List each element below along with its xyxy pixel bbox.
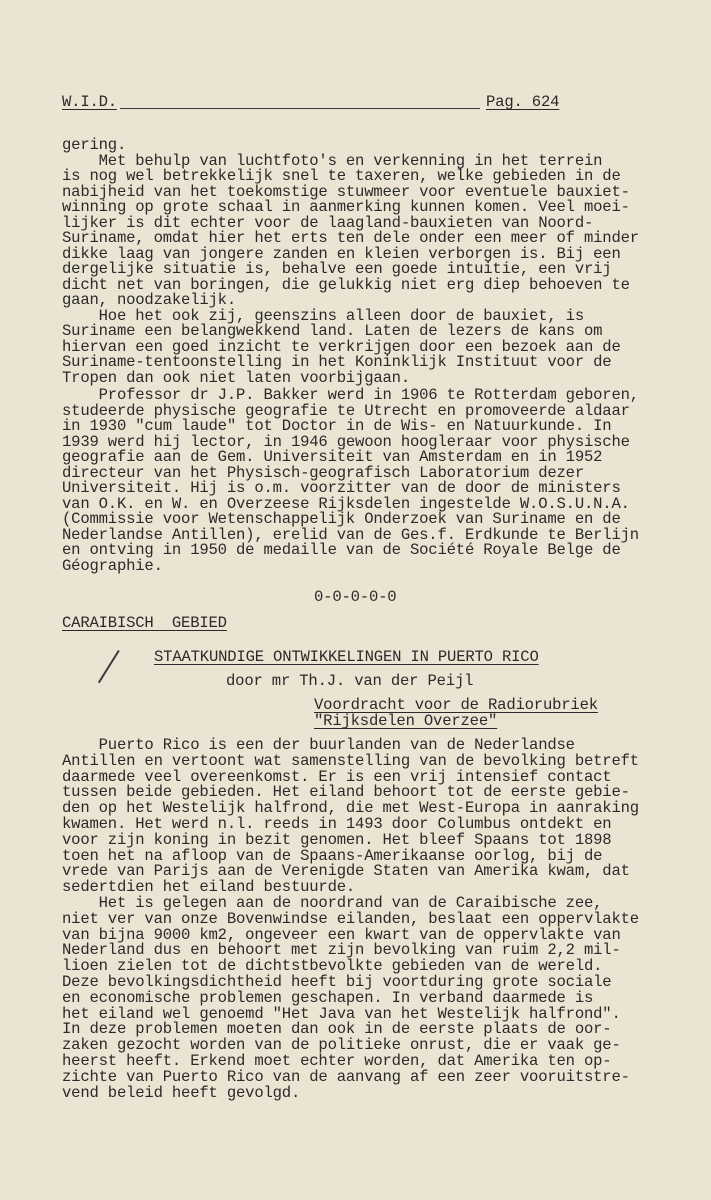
text-line: is nog wel betrekkelijk snel te taxeren, welke gebieden in de xyxy=(62,167,621,185)
text-line: Nederland dus en behoort met zijn bevolking van ruim 2,2 mil- xyxy=(62,941,621,960)
text-line: Antillen en vertoont wat samenstelling van de bevolking betreft xyxy=(62,751,639,770)
text-line: studeerde physische geografie te Utrecht en promoveerde aldaar xyxy=(62,401,630,420)
text-line: in 1930 "cum laude" tot Doctor in de Wis- en Natuurkunde. In xyxy=(62,417,612,435)
text-line: den op het Westelijk halfrond, die met West-Europa in aanraking xyxy=(62,799,639,818)
text-line: sedertdien het eiland bestuurde. xyxy=(62,878,356,897)
text-line: en economische problemen geschapen. In verband daarmede is xyxy=(62,988,594,1007)
header-underline xyxy=(120,108,480,109)
text-line: geografie aan de Gem. Universiteit van Amsterdam en in 1952 xyxy=(62,448,603,466)
text-line: gaan, noodzakelijk. xyxy=(62,291,236,309)
text-line: nabijheid van het toekomstige stuwmeer voor eventuele bauxiet- xyxy=(62,182,630,201)
text-line: winning op grote schaal in aanmerking kunnen komen. Veel moei- xyxy=(62,198,630,216)
text-line: zichte van Puerto Rico van de aanvang af een zeer vooruitstre- xyxy=(62,1067,630,1086)
text-line: directeur van het Physisch-geografisch Laboratorium dezer xyxy=(62,463,584,482)
text-line: Tropen dan ook niet laten voorbijgaan. xyxy=(62,368,410,387)
text-line: Professor dr J.P. Bakker werd in 1906 te Rotterdam geboren, xyxy=(62,386,639,404)
text-line: Suriname, omdat hier het erts ten dele onder een meer of minder xyxy=(62,229,639,247)
article-byline: door mr Th.J. van der Peijl xyxy=(226,672,474,690)
text-line: zaken gezocht worden van de politieke onrust, die er vaak ge- xyxy=(62,1036,621,1055)
text-line: daarmede veel overeenkomst. Er is een vrij intensief contact xyxy=(62,767,612,786)
text-line: Suriname een belangwekkend land. Laten de lezers de kans om xyxy=(62,322,603,340)
text-line: Universiteit. Hij is o.m. voorzitter van de door de ministers xyxy=(62,479,621,497)
text-line: Géographie. xyxy=(62,556,163,575)
text-line: Hoe het ook zij, geenszins alleen door de bauxiet, is xyxy=(62,306,584,325)
text-line: (Commissie voor Wetenschappelijk Onderzoek van Suriname en de xyxy=(62,510,621,528)
text-line: en ontving in 1950 de medaille van de Société Royale Belge de xyxy=(62,541,621,559)
text-line: niet ver van onze Bovenwindse eilanden, beslaat een oppervlakte xyxy=(62,909,639,928)
text-line: gering. xyxy=(62,136,127,154)
text-line: voor zijn koning in bezit genomen. Het bleef Spaans tot 1898 xyxy=(62,830,612,849)
text-line: vend beleid heeft gevolgd. xyxy=(62,1083,301,1102)
text-line: tussen beide gebieden. Het eiland behoort tot de eerste gebie- xyxy=(62,783,630,802)
article-title: STAATKUNDIGE ONTWIKKELINGEN IN PUERTO RICO xyxy=(154,648,539,666)
text-line: Met behulp van luchtfoto's en verkenning in het terrein xyxy=(62,151,603,170)
text-line: lioen zielen tot de dichtstbevolkte gebieden van de wereld. xyxy=(62,957,603,976)
header-publication: W.I.D. xyxy=(62,93,117,111)
text-line: vrede van Parijs aan de Verenigde Staten van Amerika kwam, dat xyxy=(62,862,630,881)
header-page: Pag. 624 xyxy=(486,93,560,111)
text-line: hiervan een goed inzicht te verkrijgen door een bezoek aan de xyxy=(62,337,621,356)
text-line: van bijna 9000 km2, ongeveer een kwart van de oppervlakte van xyxy=(62,925,621,944)
article-note-line2: "Rijksdelen Overzee" xyxy=(314,712,498,730)
text-line: lijker is dit echter voor de laagland-bauxieten van Noord- xyxy=(62,213,594,232)
text-line: heerst heeft. Erkend moet echter worden, dat Amerika ten op- xyxy=(62,1052,612,1070)
text-line: dikke laag van jongere zanden en kleien verborgen is. Bij een xyxy=(62,244,621,263)
text-line: Nederlandse Antillen), erelid van de Ges.f. Erdkunde te Berlijn xyxy=(62,525,639,544)
handwritten-slash-mark xyxy=(98,650,120,683)
text-line: Puerto Rico is een der buurlanden van de Nederlandse xyxy=(62,736,575,754)
text-line: van O.K. en W. en Overzeese Rijksdelen ingestelde W.O.S.U.N.A. xyxy=(62,494,630,513)
text-line: In deze problemen moeten dan ook in de eerste plaats de oor- xyxy=(62,1020,612,1039)
text-line: dicht net van boringen, die gelukkig niet erg diep behoeven te xyxy=(62,275,630,294)
text-line: het eiland wel genoemd "Het Java van het Westelijk halfrond". xyxy=(62,1004,621,1023)
section-heading: CARAIBISCH GEBIED xyxy=(62,614,227,632)
text-line: Het is gelegen aan de noordrand van de Caraibische zee, xyxy=(62,894,603,912)
text-line: dergelijke situatie is, behalve een goede intuitie, een vrij xyxy=(62,260,612,278)
text-line: 1939 werd hij lector, in 1946 gewoon hoogleraar voor physische xyxy=(62,432,630,451)
text-line: Suriname-tentoonstelling in het Koninklijk Instituut voor de xyxy=(62,353,612,371)
text-line: Deze bevolkingsdichtheid heeft bij voortduring grote sociale xyxy=(62,973,612,991)
text-line: kwamen. Het werd n.l. reeds in 1493 door Columbus ontdekt en xyxy=(62,815,612,833)
divider: 0-0-0-0-0 xyxy=(314,588,397,606)
article-note-line1: Voordracht voor de Radiorubriek xyxy=(314,696,598,714)
text-line: toen het na afloop van de Spaans-Amerikaanse oorlog, bij de xyxy=(62,846,603,865)
